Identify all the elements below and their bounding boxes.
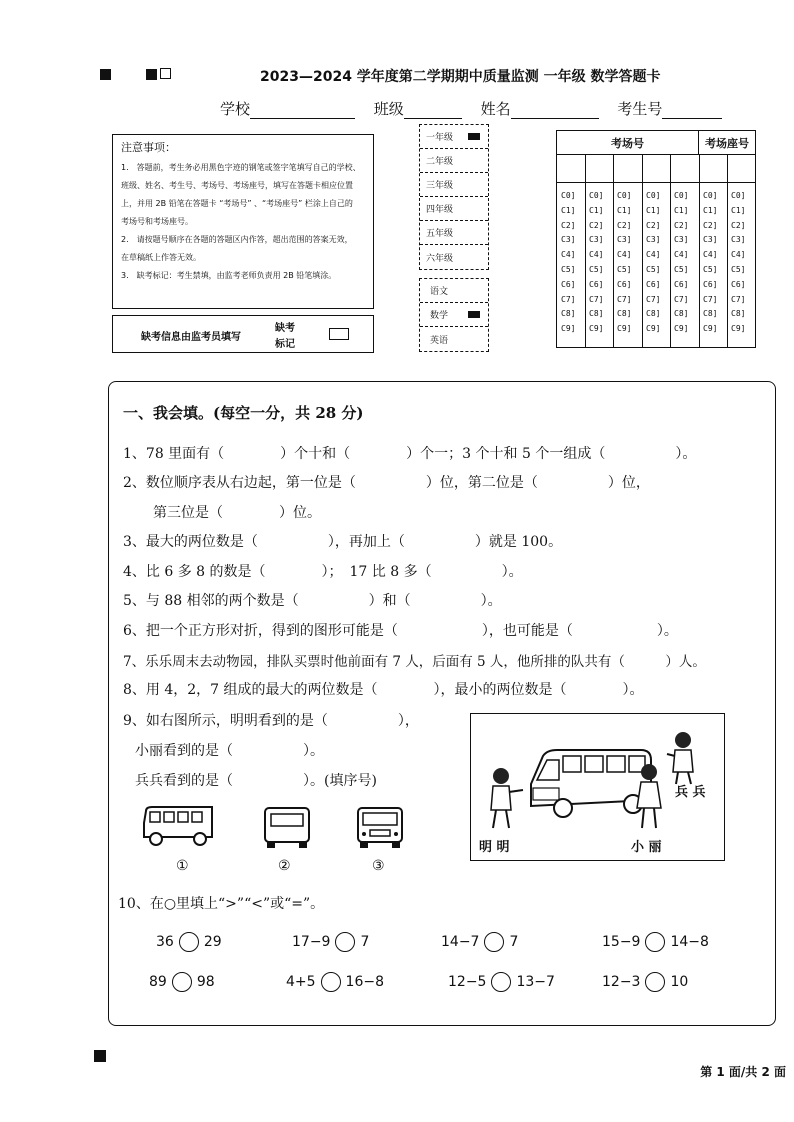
digit-bubble[interactable]: C3] xyxy=(703,235,718,245)
corner-mark-empty xyxy=(160,68,171,79)
digit-bubble[interactable]: C4] xyxy=(703,250,718,260)
digit-bubble[interactable]: C3] xyxy=(646,235,661,245)
digit-bubble[interactable]: C9] xyxy=(589,324,604,334)
question-6[interactable]: 6、把一个正方形对折，得到的图形可能是（ ），也可能是（ ）。 xyxy=(123,623,678,639)
grade-option[interactable]: 五年级 xyxy=(420,221,488,245)
question-9-xiaoli[interactable]: 小丽看到的是（ ）。 xyxy=(135,743,324,759)
digit-bubble-column xyxy=(674,189,688,337)
compare-item[interactable]: 4+5 16−8 xyxy=(286,974,384,990)
digit-bubble[interactable]: C1] xyxy=(703,205,718,215)
notice-line: 上，并用 2B 铅笔在答题卡 “考场号” 、“考场座号” 栏涂上自己的 xyxy=(121,199,353,208)
digit-bubble[interactable]: C7] xyxy=(589,294,604,304)
student-info-row xyxy=(220,98,736,119)
digit-bubble[interactable]: C9] xyxy=(617,324,632,334)
digit-bubble[interactable]: C3] xyxy=(674,235,689,245)
subject-option[interactable]: 英语 xyxy=(430,335,449,346)
compare-item[interactable]: 89 98 xyxy=(149,974,215,990)
notice-line: 3. 缺考标记：考生禁填，由监考老师负责用 2B 铅笔填涂。 xyxy=(121,271,337,280)
question-7[interactable]: 7、乐乐周末去动物园，排队买票时他前面有 7 人，后面有 5 人，他所排的队共有（ ）人。 xyxy=(123,654,706,670)
question-10: 10、在○里填上“>”“<”或“=”。 xyxy=(118,896,325,912)
digit-bubble[interactable]: C6] xyxy=(561,279,576,289)
class-field[interactable] xyxy=(404,102,462,119)
digit-bubble[interactable]: C4] xyxy=(646,250,661,260)
bus-back-view-icon xyxy=(262,805,312,851)
notice-line: 考场号和考场座号。 xyxy=(121,217,193,226)
digit-bubble-column xyxy=(561,189,575,337)
subject-option[interactable]: 语文 xyxy=(420,279,488,303)
name-field[interactable] xyxy=(511,102,599,119)
digit-bubble[interactable]: C0] xyxy=(731,191,746,200)
compare-circle[interactable] xyxy=(645,972,665,992)
digit-bubble[interactable]: C6] xyxy=(617,279,632,289)
question-4[interactable]: 4、比 6 多 8 的数是（ ）； 17 比 8 多（ ）。 xyxy=(123,564,523,580)
bus-number-2: ② xyxy=(278,858,291,874)
corner-mark xyxy=(146,69,157,80)
digit-bubble[interactable]: C3] xyxy=(589,235,604,245)
student-id-field[interactable] xyxy=(662,102,722,119)
digit-bubble[interactable]: C2] xyxy=(703,220,718,230)
bus-number-1: ① xyxy=(176,858,189,874)
digit-bubble[interactable]: C2] xyxy=(674,220,689,230)
grade-option[interactable]: 六年级 xyxy=(426,253,454,264)
compare-item[interactable]: 12−5 13−7 xyxy=(448,974,555,990)
digit-bubble[interactable]: C0] xyxy=(617,191,632,200)
compare-circle[interactable] xyxy=(179,932,199,952)
grade-option[interactable]: 一年级 xyxy=(420,125,488,149)
absent-mark-label-1: 缺考 xyxy=(275,323,295,334)
bus-scene-picture xyxy=(470,713,725,861)
grade-option[interactable]: 三年级 xyxy=(420,173,488,197)
absent-box xyxy=(112,315,374,353)
room-header: 考场号 xyxy=(557,131,699,155)
digit-bubble-column xyxy=(617,189,631,337)
absent-mark-box[interactable] xyxy=(329,328,349,340)
digit-bubble[interactable]: C9] xyxy=(703,324,718,334)
digit-bubble[interactable]: C7] xyxy=(674,294,689,304)
digit-bubble[interactable]: C5] xyxy=(617,264,632,274)
digit-bubble[interactable]: C5] xyxy=(731,264,746,274)
digit-bubble[interactable]: C0] xyxy=(589,191,604,200)
subject-selector xyxy=(419,278,489,352)
digit-bubble[interactable]: C0] xyxy=(646,191,661,200)
school-field[interactable] xyxy=(250,102,355,119)
compare-circle[interactable] xyxy=(335,932,355,952)
digit-bubble[interactable]: C1] xyxy=(589,205,604,215)
digit-bubble[interactable]: C9] xyxy=(561,324,576,334)
digit-bubble[interactable]: C5] xyxy=(674,264,689,274)
sheet-title: 2023—2024 学年度第二学期期中质量监测 一年级 数学答题卡 xyxy=(260,69,661,85)
digit-bubble-column xyxy=(731,189,745,337)
digit-bubble[interactable]: C8] xyxy=(617,309,632,319)
label-xiaoli: 小 丽 xyxy=(631,840,662,855)
digit-bubble[interactable]: C3] xyxy=(561,235,576,245)
digit-bubble[interactable]: C4] xyxy=(731,250,746,260)
notice-line: 1. 答题前，考生务必用黑色字迹的钢笔或签字笔填写自己的学校、 xyxy=(121,163,361,172)
section-title: 一、我会填。(每空一分，共 28 分) xyxy=(123,404,364,422)
seat-header: 考场座号 xyxy=(699,131,755,155)
digit-bubble[interactable]: C1] xyxy=(646,205,661,215)
question-1[interactable]: 1、78 里面有（ ）个十和（ ）个一；3 个十和 5 个一组成（ ）。 xyxy=(123,446,697,462)
field-label: 学校 xyxy=(220,100,251,118)
label-bingbing: 兵 兵 xyxy=(675,785,706,800)
compare-item[interactable]: 17−9 7 xyxy=(292,934,370,950)
compare-circle[interactable] xyxy=(645,932,665,952)
digit-bubble[interactable]: C5] xyxy=(646,264,661,274)
digit-bubble[interactable]: C7] xyxy=(617,294,632,304)
digit-bubble[interactable]: C1] xyxy=(561,205,576,215)
digit-bubble[interactable]: C9] xyxy=(731,324,746,334)
digit-bubble[interactable]: C6] xyxy=(646,279,661,289)
exam-room-grid xyxy=(556,130,756,348)
digit-bubble[interactable]: C2] xyxy=(731,220,746,230)
notice-title: 注意事项： xyxy=(121,141,176,154)
digit-bubble[interactable]: C7] xyxy=(646,294,661,304)
notice-line: 在草稿纸上作答无效。 xyxy=(121,253,201,262)
question-8[interactable]: 8、用 4，2，7 组成的最大的两位数是（ ），最小的两位数是（ ）。 xyxy=(123,682,644,698)
compare-circle[interactable] xyxy=(491,972,511,992)
digit-bubble[interactable]: C2] xyxy=(646,220,661,230)
digit-bubble[interactable]: C8] xyxy=(561,309,576,319)
absent-mark-label-2: 标记 xyxy=(275,339,295,350)
digit-bubble-column xyxy=(589,189,603,337)
compare-item[interactable]: 15−9 14−8 xyxy=(602,934,709,950)
digit-bubble[interactable]: C6] xyxy=(703,279,718,289)
absent-label: 缺考信息由监考员填写 xyxy=(141,332,241,343)
corner-mark xyxy=(94,1050,106,1062)
write-in-row xyxy=(557,155,755,183)
compare-item[interactable]: 14−7 7 xyxy=(441,934,519,950)
digit-bubble[interactable]: C6] xyxy=(674,279,689,289)
question-3[interactable]: 3、最大的两位数是（ ），再加上（ ）就是 100。 xyxy=(123,534,563,550)
digit-bubble[interactable]: C1] xyxy=(674,205,689,215)
bus-side-view-icon xyxy=(140,803,218,849)
digit-bubble[interactable]: C4] xyxy=(561,250,576,260)
subject-option[interactable]: 数学 xyxy=(420,303,488,327)
digit-bubble[interactable]: C0] xyxy=(674,191,689,200)
field-label: 考生号 xyxy=(617,100,663,118)
digit-bubble[interactable]: C4] xyxy=(589,250,604,260)
digit-bubble[interactable]: C6] xyxy=(731,279,746,289)
digit-bubble[interactable]: C2] xyxy=(561,220,576,230)
question-2-cont[interactable]: 第三位是（ ）位。 xyxy=(153,505,321,521)
digit-bubble[interactable]: C8] xyxy=(589,309,604,319)
bus-front-view-icon xyxy=(355,805,405,851)
digit-bubble[interactable]: C2] xyxy=(617,220,632,230)
digit-bubble[interactable]: C0] xyxy=(703,191,718,200)
page-indicator: 第 1 面/共 2 面 xyxy=(700,1065,786,1079)
compare-item[interactable]: 12−3 10 xyxy=(602,974,689,990)
digit-bubble[interactable]: C5] xyxy=(703,264,718,274)
notice-box xyxy=(112,134,374,309)
digit-bubble[interactable]: C9] xyxy=(674,324,689,334)
grade-fill-box[interactable] xyxy=(468,133,480,140)
question-9[interactable]: 9、如右图所示，明明看到的是（ ）， xyxy=(123,713,419,729)
field-label: 班级 xyxy=(373,100,404,118)
question-9-bingbing[interactable]: 兵兵看到的是（ ）。(填序号) xyxy=(135,773,377,789)
question-5[interactable]: 5、与 88 相邻的两个数是（ ）和（ ）。 xyxy=(123,593,502,609)
compare-circle[interactable] xyxy=(484,932,504,952)
notice-line: 班级、姓名、考生号、考场号、考场座号，填写在答题卡相应位置 xyxy=(121,181,353,190)
digit-bubble[interactable]: C6] xyxy=(589,279,604,289)
compare-circle[interactable] xyxy=(172,972,192,992)
field-label: 姓名 xyxy=(480,100,511,118)
digit-bubble[interactable]: C2] xyxy=(589,220,604,230)
corner-mark xyxy=(100,69,111,80)
notice-line: 2. 请按题号顺序在各题的答题区内作答，超出范围的答案无效， xyxy=(121,235,353,244)
digit-bubble[interactable]: C5] xyxy=(589,264,604,274)
digit-bubble[interactable]: C3] xyxy=(731,235,746,245)
label-mingming: 明 明 xyxy=(479,840,510,855)
digit-bubble[interactable]: C1] xyxy=(731,205,746,215)
digit-bubble[interactable]: C4] xyxy=(674,250,689,260)
digit-bubble[interactable]: C8] xyxy=(674,309,689,319)
digit-bubble[interactable]: C4] xyxy=(617,250,632,260)
digit-bubble-column xyxy=(646,189,660,337)
digit-bubble[interactable]: C1] xyxy=(617,205,632,215)
digit-bubble-column xyxy=(703,189,717,337)
digit-bubble[interactable]: C8] xyxy=(731,309,746,319)
digit-bubble[interactable]: C5] xyxy=(561,264,576,274)
digit-bubble[interactable]: C0] xyxy=(561,191,576,200)
digit-bubble[interactable]: C8] xyxy=(646,309,661,319)
subject-fill-box[interactable] xyxy=(468,311,480,318)
digit-bubble[interactable]: C7] xyxy=(731,294,746,304)
grade-option[interactable]: 四年级 xyxy=(420,197,488,221)
digit-bubble[interactable]: C8] xyxy=(703,309,718,319)
question-2[interactable]: 2、数位顺序表从右边起，第一位是（ ）位，第二位是（ ）位， xyxy=(123,475,650,491)
digit-bubble[interactable]: C3] xyxy=(617,235,632,245)
grade-selector xyxy=(419,124,489,270)
digit-bubble[interactable]: C9] xyxy=(646,324,661,334)
bus-number-3: ③ xyxy=(372,858,385,874)
compare-item[interactable]: 36 29 xyxy=(156,934,222,950)
digit-bubble[interactable]: C7] xyxy=(561,294,576,304)
grade-option[interactable]: 二年级 xyxy=(420,149,488,173)
compare-circle[interactable] xyxy=(321,972,341,992)
digit-bubble[interactable]: C7] xyxy=(703,294,718,304)
